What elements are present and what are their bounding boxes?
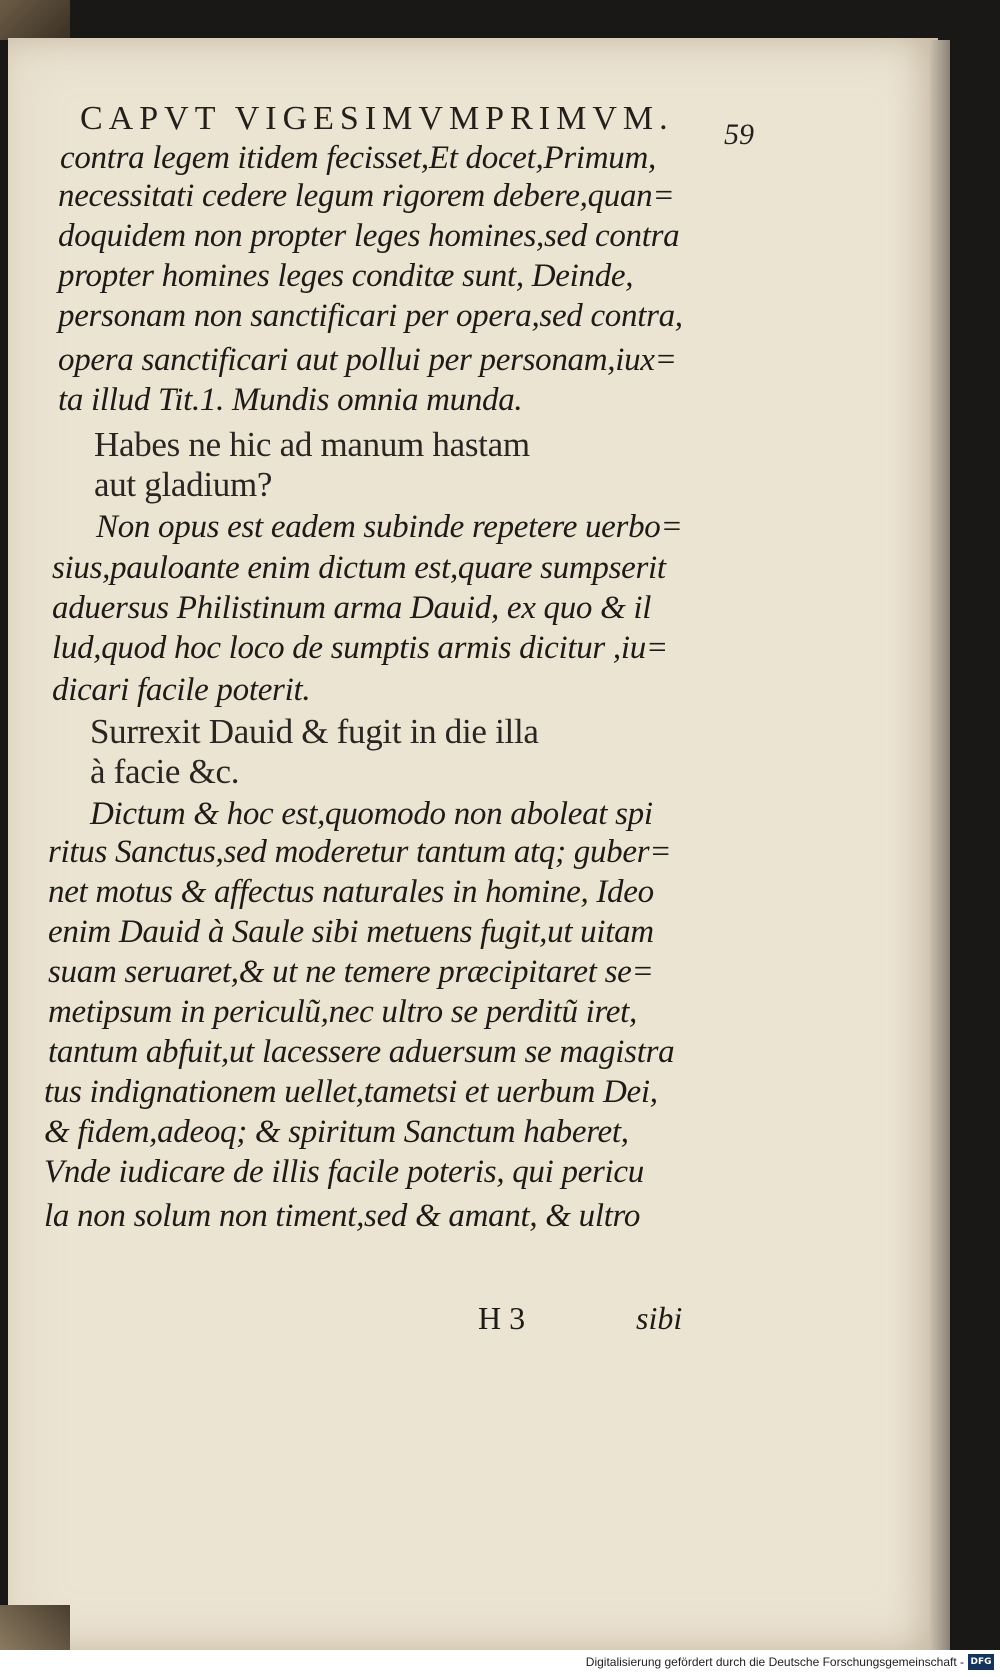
text-line: enim Dauid à Saule sibi metuens fugit,ut uitam xyxy=(48,914,654,950)
text-line: aduersus Philistinum arma Dauid, ex quo & il xyxy=(52,590,652,626)
folio-number: 59 xyxy=(724,118,754,151)
text-line: la non solum non timent,sed & amant, & ultro xyxy=(44,1198,641,1234)
running-header: CAPVT VIGESIMVMPRIMVM. xyxy=(80,100,674,137)
text-line: dicari facile poterit. xyxy=(52,672,311,708)
text-line: opera sanctificari aut pollui per personam,iux= xyxy=(58,342,677,378)
text-line: personam non sanctificari per opera,sed contra, xyxy=(58,298,683,334)
text-line: aut gladium? xyxy=(94,465,273,504)
text-line: Dictum & hoc est,quomodo non aboleat spi xyxy=(90,796,653,832)
binding-corner-bottom xyxy=(0,1605,70,1650)
text-line: metipsum in periculũ,nec ultro se perditũ iret, xyxy=(48,994,637,1030)
text-line: ritus Sanctus,sed moderetur tantum atq; guber= xyxy=(48,834,672,870)
binding-corner-top xyxy=(0,0,70,40)
text-line: suam seruaret,& ut ne temere præcipitaret se= xyxy=(48,954,654,990)
text-line: Vnde iudicare de illis facile poteris, qui pericu xyxy=(44,1154,644,1190)
text-line: tus indignationem uellet,tametsi et uerbum Dei, xyxy=(44,1074,658,1110)
page-edge-shadow xyxy=(930,40,950,1650)
text-line: Habes ne hic ad manum hastam xyxy=(94,425,530,464)
footer-credit: Digitalisierung gefördert durch die Deutsche Forschungsgemeinschaft - xyxy=(585,1655,964,1669)
text-line: propter homines leges conditæ sunt, Deinde, xyxy=(58,258,634,294)
text-line: lud,quod hoc loco de sumptis armis dicitur ,iu= xyxy=(52,630,668,666)
dfg-logo-icon: DFG xyxy=(968,1654,994,1670)
text-line: sius,pauloante enim dictum est,quare sumpserit xyxy=(52,550,666,586)
signature-mark: H 3 xyxy=(478,1300,526,1336)
text-line: à facie &c. xyxy=(90,752,240,791)
digitization-footer xyxy=(0,1650,1000,1677)
text-line: Surrexit Dauid & fugit in die illa xyxy=(90,712,539,751)
text-line: & fidem,adeoq; & spiritum Sanctum haberet, xyxy=(44,1114,629,1150)
text-line: necessitati cedere legum rigorem debere,quan= xyxy=(58,178,675,214)
text-line: ta illud Tit.1. Mundis omnia munda. xyxy=(58,382,523,418)
text-line: doquidem non propter leges homines,sed contra xyxy=(58,218,680,254)
text-line: tantum abfuit,ut lacessere aduersum se magistra xyxy=(48,1034,675,1070)
text-line: Non opus est eadem subinde repetere uerbo= xyxy=(96,509,683,545)
text-line: contra legem itidem fecisset,Et docet,Primum, xyxy=(60,140,656,176)
catchword: sibi xyxy=(636,1300,683,1336)
text-line: net motus & affectus naturales in homine, Ideo xyxy=(48,874,654,910)
